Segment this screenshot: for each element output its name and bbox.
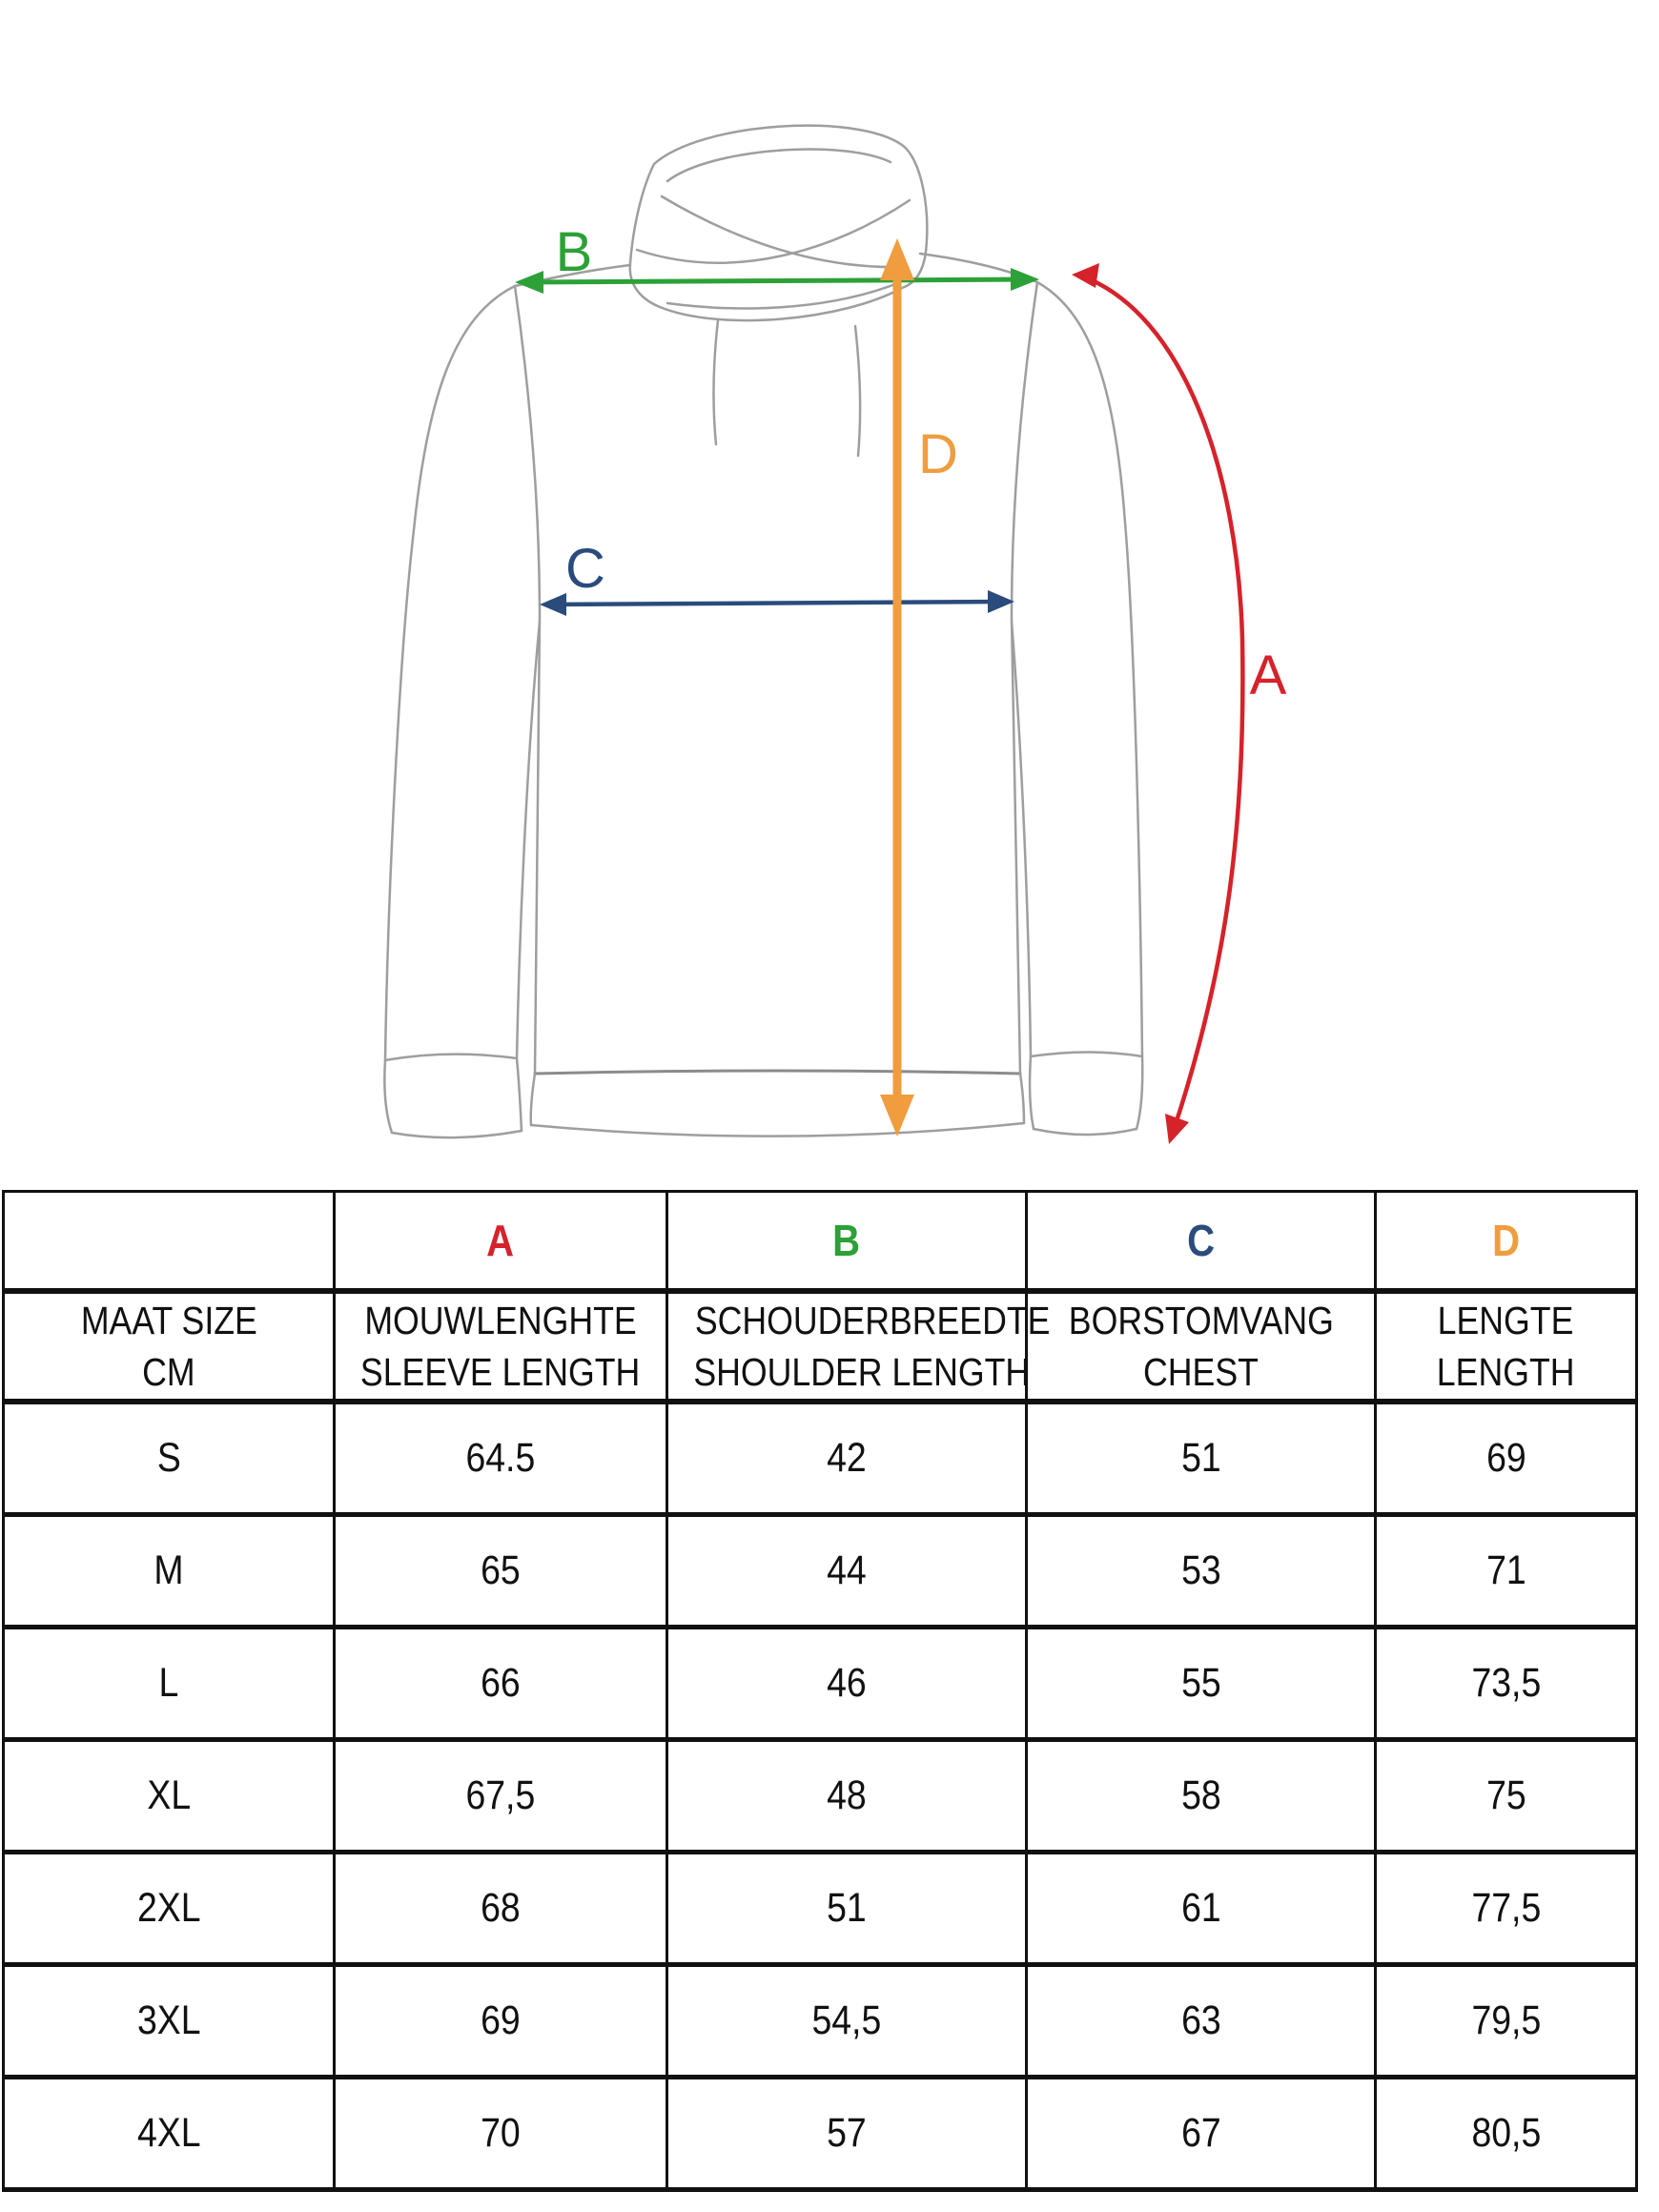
letter-c: C (1187, 1216, 1215, 1265)
arrow-d-head-bottom (880, 1095, 914, 1137)
length-value: 71 (1485, 1547, 1526, 1593)
cell-shoulder (667, 1965, 1027, 2078)
chest-value: 63 (1180, 1997, 1221, 2043)
drawstring-left (714, 320, 718, 444)
sleeve-value: 70 (481, 2110, 521, 2156)
cell-length (1376, 1515, 1637, 1628)
arrow-d-head-top (880, 238, 914, 280)
cuff-left-top (385, 1055, 517, 1060)
cell-length (1376, 1965, 1637, 2078)
length-value: 80,5 (1471, 2110, 1541, 2156)
letter-d: D (1492, 1216, 1520, 1265)
cuff-left-bottom (392, 1131, 522, 1137)
arrow-a-head-top (1072, 263, 1099, 288)
header-sleeve-length (335, 1291, 667, 1402)
arrow-b-head-right (1011, 268, 1039, 291)
size-label (4, 1402, 335, 1515)
shoulder-value: 44 (827, 1547, 867, 1593)
sleeve-value: 65 (481, 1547, 521, 1593)
cell-chest (1027, 1515, 1376, 1628)
cell-chest (1027, 1965, 1376, 2078)
sleeve-value: 66 (481, 1660, 521, 1706)
chest-value: 58 (1180, 1772, 1221, 1818)
arrow-c-head-left (540, 593, 566, 616)
collar-bottom-curve (667, 282, 900, 308)
arrow-a-sleeve-length (1072, 263, 1287, 1144)
hem-band-right (1020, 1074, 1024, 1123)
sleeve-value: 64.5 (465, 1435, 536, 1481)
header-size-line1: MAAT SIZE (80, 1299, 257, 1342)
cell-sleeve (335, 1515, 667, 1628)
table-header-row (4, 1291, 1637, 1402)
cell-length (1376, 1402, 1637, 1515)
size-table (2, 1190, 1638, 2192)
cell-shoulder (667, 1402, 1027, 1515)
table-letter-row (4, 1192, 1637, 1292)
cuff-right-bottom (1034, 1129, 1137, 1135)
header-shoulder-length (667, 1291, 1051, 1402)
arrow-d-length (880, 238, 958, 1137)
length-value: 75 (1485, 1772, 1526, 1818)
arrow-a-curve (1083, 276, 1242, 1127)
length-value: 79,5 (1471, 1997, 1541, 2043)
cell-sleeve (335, 1853, 667, 1965)
header-sleeve-line1: MOUWLENGHTE (364, 1299, 637, 1342)
header-size-line2: CM (142, 1350, 195, 1394)
length-value: 77,5 (1471, 1885, 1541, 1931)
cell-shoulder (667, 1628, 1027, 1740)
cell-chest (1027, 2078, 1376, 2190)
cell-sleeve (335, 1628, 667, 1740)
letter-cell-b (667, 1192, 1027, 1292)
letter-cell-d (1376, 1192, 1637, 1292)
size-value: L (158, 1660, 179, 1706)
header-length (1376, 1291, 1637, 1402)
chest-value: 55 (1180, 1660, 1221, 1706)
cell-length (1376, 1628, 1637, 1740)
collar-outline (630, 126, 928, 320)
sleeve-value: 68 (481, 1885, 521, 1931)
shoulder-value: 42 (827, 1435, 867, 1481)
header-length-line1: LENGTE (1438, 1299, 1574, 1342)
cell-length (1376, 1853, 1637, 1965)
shoulder-value: 48 (827, 1772, 867, 1818)
cuff-left-outer (384, 1060, 392, 1133)
chest-value: 51 (1180, 1435, 1221, 1481)
sleeve-value: 67,5 (465, 1772, 536, 1818)
cell-length (1376, 2078, 1637, 2190)
sleeve-value: 69 (481, 1997, 521, 2043)
letter-cell-c (1027, 1192, 1376, 1292)
header-sleeve-line2: SLEEVE LENGTH (360, 1350, 641, 1394)
shoulder-value: 57 (827, 2110, 867, 2156)
cell-chest (1027, 1402, 1376, 1515)
arrow-a-head-bottom (1165, 1114, 1189, 1144)
table-row-2xl (4, 1853, 1637, 1965)
header-shoulder-line2: SHOULDER LENGTH (693, 1350, 1031, 1394)
size-label (4, 1965, 335, 2078)
length-value: 69 (1485, 1435, 1526, 1481)
diagram-label-d: D (918, 423, 958, 485)
chest-value: 61 (1180, 1885, 1221, 1931)
length-value: 73,5 (1471, 1660, 1541, 1706)
diagram-label-b: B (555, 221, 593, 283)
cell-chest (1027, 1740, 1376, 1853)
table-row-xl (4, 1740, 1637, 1853)
arrow-c-line (549, 602, 1005, 604)
hem-band-bottom (531, 1123, 1024, 1137)
cell-shoulder (667, 1515, 1027, 1628)
corner-cell (4, 1192, 335, 1292)
table-row-4xl (4, 2078, 1637, 2190)
cell-length (1376, 1740, 1637, 1853)
cell-shoulder (667, 2078, 1027, 2190)
header-size (4, 1291, 335, 1402)
cuff-left-inner (517, 1058, 522, 1131)
cell-chest (1027, 1853, 1376, 1965)
diagram-label-c: C (565, 538, 605, 600)
arrow-b-head-left (515, 271, 543, 294)
size-label (4, 1515, 335, 1628)
header-chest-line1: BORSTOMVANG (1068, 1299, 1334, 1342)
table-row-m (4, 1515, 1637, 1628)
drawstring-right (855, 326, 860, 456)
chest-value: 67 (1180, 2110, 1221, 2156)
size-value: 3XL (136, 1997, 201, 2043)
hem-band-top (535, 1071, 1020, 1074)
cell-chest (1027, 1628, 1376, 1740)
cell-sleeve (335, 1965, 667, 2078)
size-label (4, 1853, 335, 1965)
table-row-s (4, 1402, 1637, 1515)
sleeve-left-outer (385, 286, 515, 1060)
cell-sleeve (335, 2078, 667, 2190)
size-label (4, 1740, 335, 1853)
header-shoulder-line1: SCHOUDERBREEDTE (694, 1299, 1051, 1342)
chest-value: 53 (1180, 1547, 1221, 1593)
size-value: XL (147, 1772, 191, 1818)
size-value: M (154, 1547, 184, 1593)
shoulder-value: 54,5 (811, 1997, 882, 2043)
cuff-right-outer (1137, 1056, 1142, 1129)
arrow-b-line (526, 279, 1028, 282)
letter-a: A (486, 1216, 515, 1265)
cell-sleeve (335, 1740, 667, 1853)
cuff-right-top (1031, 1053, 1142, 1057)
size-value: 2XL (136, 1885, 201, 1931)
header-length-line2: LENGTH (1437, 1350, 1575, 1394)
hem-band-left (531, 1074, 535, 1125)
diagram-label-a: A (1249, 645, 1287, 707)
size-label (4, 2078, 335, 2190)
size-value: S (156, 1435, 181, 1481)
collar-crossover-upper (637, 200, 910, 263)
table-row-l (4, 1628, 1637, 1740)
shoulder-value: 51 (827, 1885, 867, 1931)
shoulder-value: 46 (827, 1660, 867, 1706)
size-value: 4XL (136, 2110, 201, 2156)
collar-inner-rim (667, 150, 891, 181)
cuff-right-inner (1030, 1056, 1034, 1129)
cell-sleeve (335, 1402, 667, 1515)
table-row-3xl (4, 1965, 1637, 2078)
arrow-c-chest-width (540, 538, 1014, 616)
cell-shoulder (667, 1853, 1027, 1965)
cell-shoulder (667, 1740, 1027, 1853)
header-chest (1027, 1291, 1376, 1402)
sleeve-right-inner (1012, 622, 1031, 1056)
sleeve-right-outer (1037, 282, 1142, 1056)
letter-cell-a (335, 1192, 667, 1292)
size-label (4, 1628, 335, 1740)
header-chest-line2: CHEST (1143, 1350, 1259, 1394)
letter-b: B (832, 1216, 861, 1265)
